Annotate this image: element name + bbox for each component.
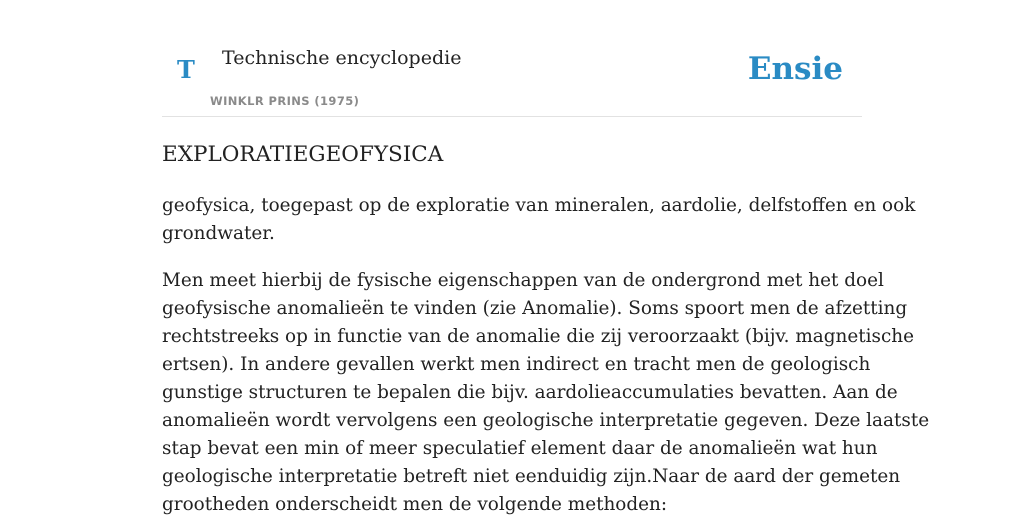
paragraph-line: geofysische anomalieën te vinden (zie Anomalie). Soms spoort men de afzetting (162, 298, 908, 319)
book-title-link[interactable]: Technische encyclopedie (222, 47, 462, 69)
paragraph-line: grootheden onderscheidt men de volgende methoden: (162, 494, 668, 515)
paragraph-line: anomalieën wordt vervolgens een geologische interpretatie gegeven. Deze laatste (162, 410, 930, 431)
paragraph-line: gunstige structuren te bepalen die bijv. aardolieaccumulaties bevatten. Aan de (162, 382, 898, 403)
entry-content (162, 140, 930, 519)
entry-paragraph (162, 267, 930, 519)
paragraph-line: stap bevat een min of meer speculatief element daar de anomalieën wat hun (162, 438, 878, 459)
ensie-logo-link[interactable]: Ensie (747, 51, 843, 87)
entry-title: EXPLORATIEGEOFYSICA (162, 142, 444, 167)
book-header (162, 0, 862, 117)
paragraph-line: grondwater. (162, 223, 275, 244)
book-source-label: WINKLR PRINS (1975) (210, 94, 360, 108)
entry-paragraph (162, 192, 916, 248)
paragraph-line: Men meet hierbij de fysische eigenschappen van de ondergrond met het doel (162, 270, 884, 291)
paragraph-line: rechtstreeks op in functie van de anomalie die zij veroorzaakt (bijv. magnetische (162, 326, 914, 347)
paragraph-line: geofysica, toegepast op de exploratie van mineralen, aardolie, delfstoffen en ook (162, 195, 916, 216)
paragraph-line: ertsen). In andere gevallen werkt men indirect en tracht men de geologisch (162, 354, 871, 375)
paragraph-line: geologische interpretatie betreft niet eenduidig zijn.Naar de aard der gemeten (162, 466, 901, 487)
book-logo-icon[interactable]: T (177, 55, 195, 84)
